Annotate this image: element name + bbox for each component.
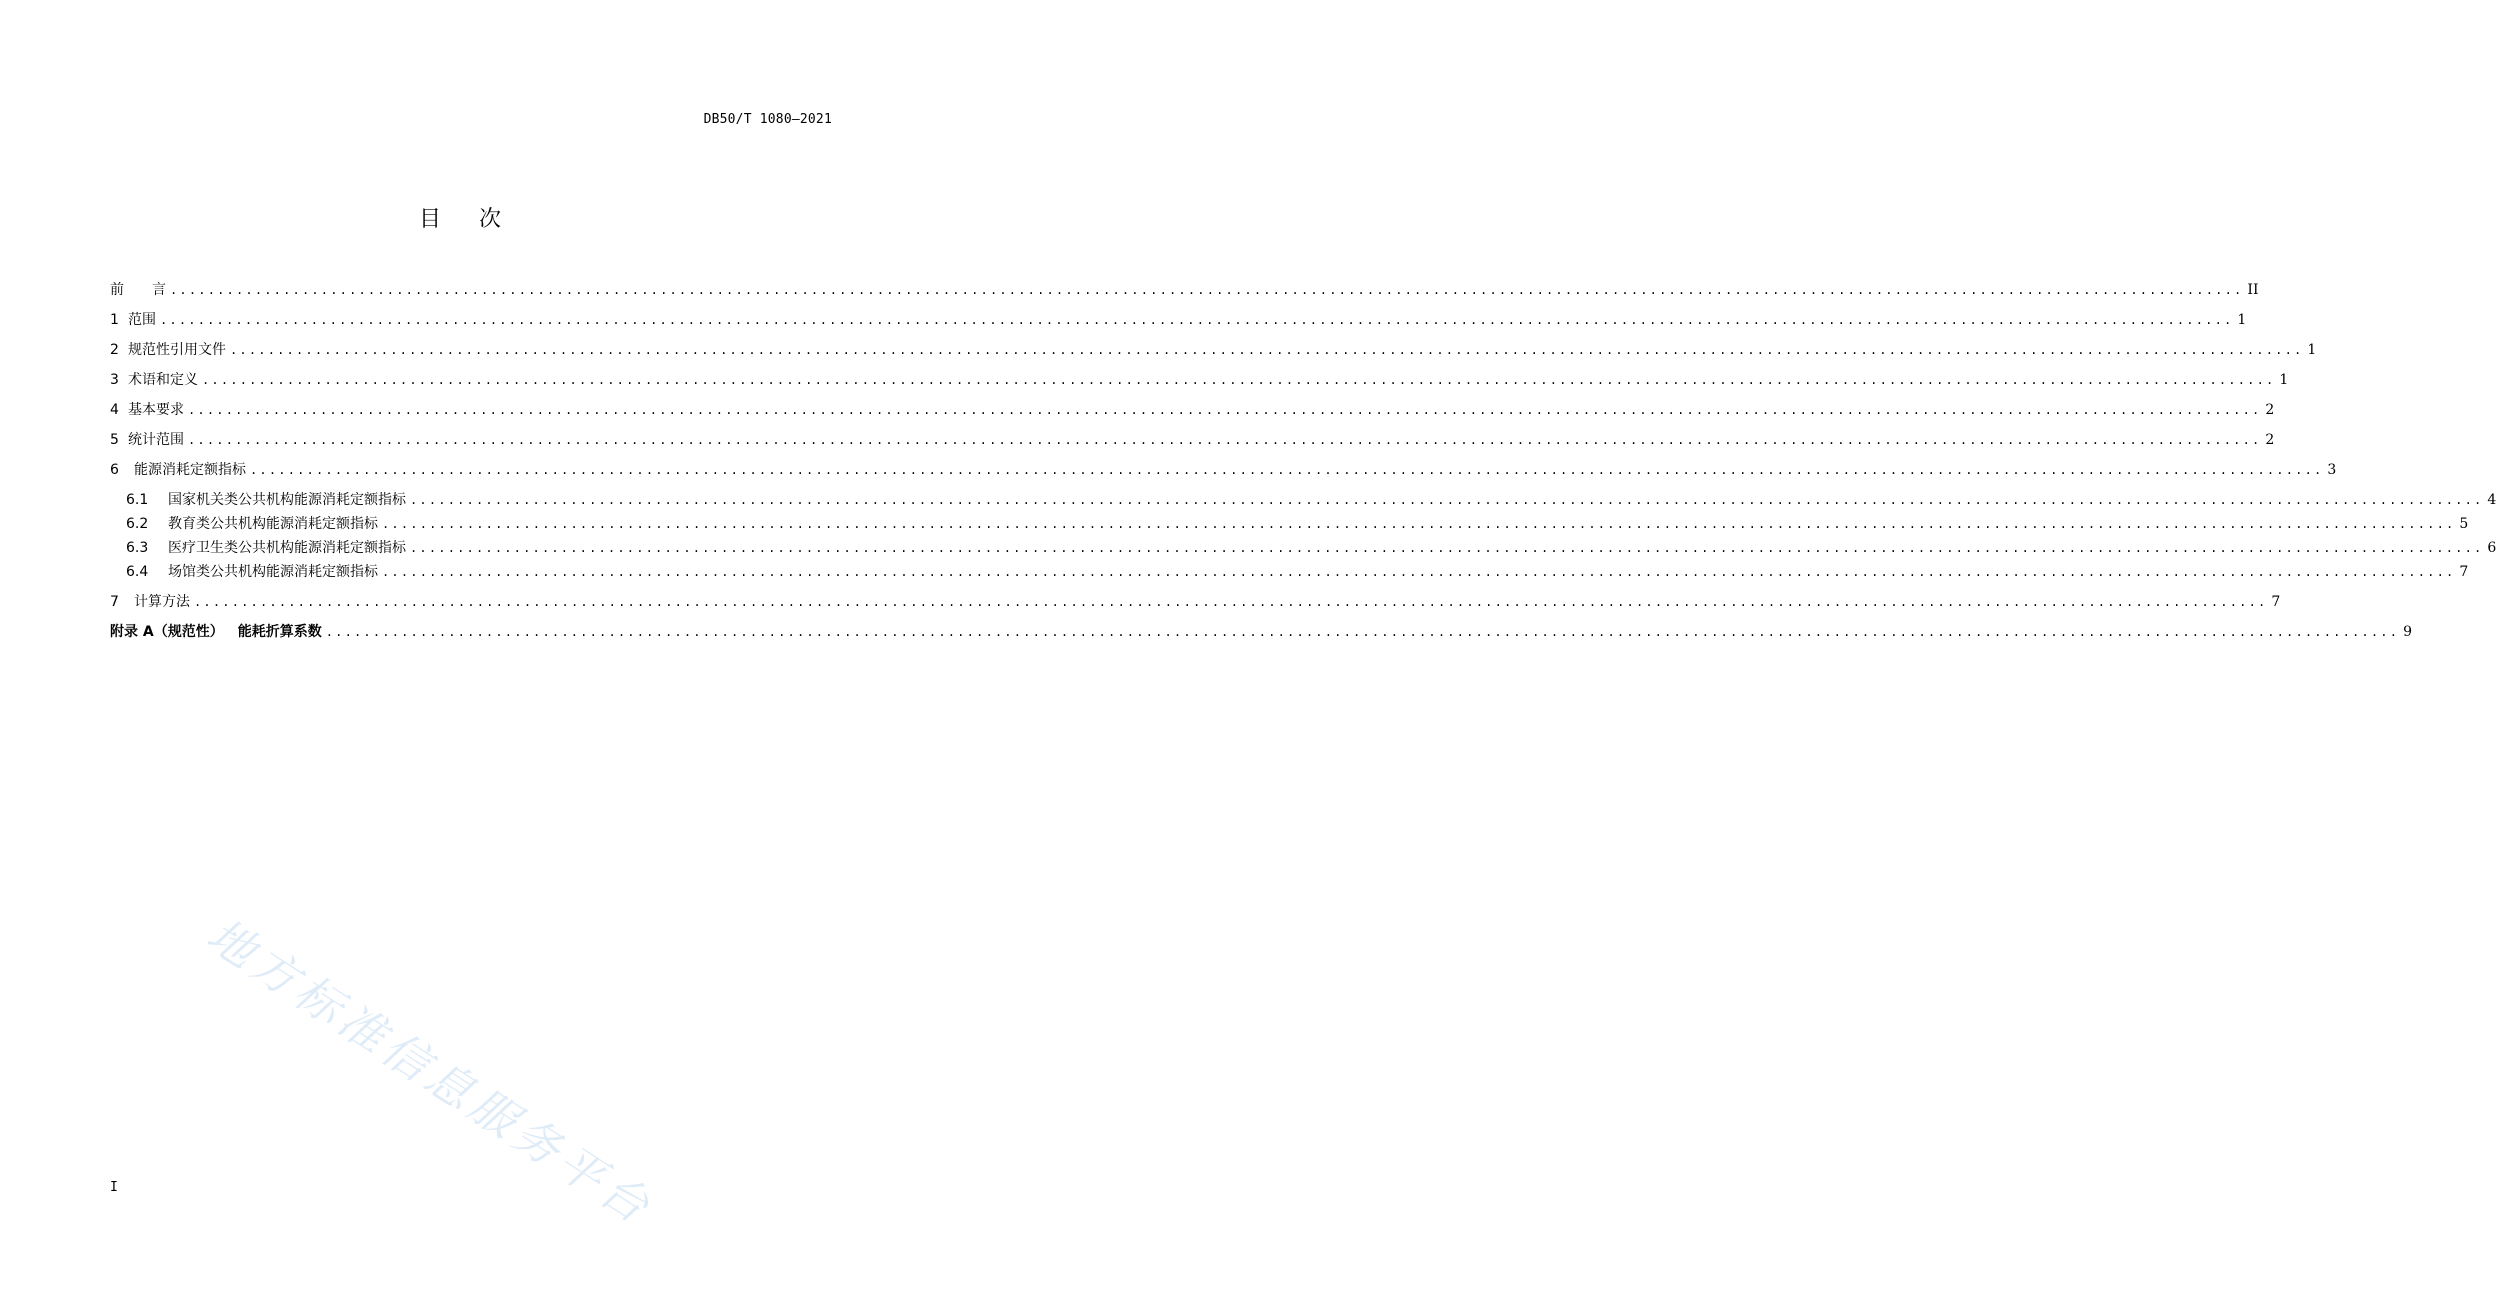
- toc-leader-dots: ............................................................................................................................................................................................................................: [188, 433, 2262, 447]
- toc-entry-number: 6.2: [126, 516, 149, 532]
- toc-entry-page: 6: [2487, 540, 2496, 556]
- toc-entry-text: 能源消耗定额指标: [134, 462, 246, 478]
- toc-entry-number: 6: [110, 462, 119, 478]
- toc-entry-page: 1: [2307, 342, 2317, 358]
- toc-leader-dots: ............................................................................................................................................................................................................................: [325, 625, 2400, 639]
- toc-entry-number: 7: [110, 594, 119, 610]
- toc-leader-dots: ............................................................................................................................................................................................................................: [250, 463, 2324, 477]
- toc-entry-page: 4: [2487, 492, 2496, 508]
- toc-entry-label: [110, 592, 190, 612]
- toc-entry[interactable]: [126, 538, 2496, 558]
- toc-leader-dots: ............................................................................................................................................................................................................................: [230, 343, 2304, 357]
- toc-entry-label: [110, 310, 156, 330]
- toc-entry-page: II: [2247, 282, 2259, 298]
- toc-entry-label: [126, 490, 406, 510]
- toc-entry[interactable]: [110, 340, 2317, 360]
- toc-entry-label: [126, 538, 406, 558]
- toc-entry[interactable]: [126, 490, 2496, 510]
- toc-entry-label: [110, 340, 226, 360]
- page-number: I: [110, 1180, 118, 1195]
- toc-entry-text: 言: [152, 282, 166, 298]
- toc-entry[interactable]: [110, 310, 2247, 330]
- page-title: [0, 202, 920, 233]
- toc-leader-dots: ............................................................................................................................................................................................................................: [160, 313, 2234, 327]
- toc-entry[interactable]: [110, 622, 2413, 642]
- toc-leader-dots: ............................................................................................................................................................................................................................: [188, 403, 2262, 417]
- toc-entry[interactable]: [110, 370, 2289, 390]
- toc-leader-dots: ............................................................................................................................................................................................................................: [202, 373, 2276, 387]
- toc-entry[interactable]: [110, 460, 2337, 480]
- watermark: 地方标准信息服务平台: [197, 907, 664, 1237]
- toc-entry-text: 医疗卫生类公共机构能源消耗定额指标: [168, 540, 406, 556]
- toc-entry-text: 规范性引用文件: [128, 342, 226, 358]
- toc-entry-label: [110, 460, 246, 480]
- toc-entry-number: 6.4: [126, 564, 149, 580]
- toc-leader-dots: ............................................................................................................................................................................................................................: [194, 595, 2268, 609]
- toc-entry-page: 9: [2403, 624, 2413, 640]
- toc-entry-text: 教育类公共机构能源消耗定额指标: [168, 516, 378, 532]
- toc-entry-text: 计算方法: [134, 594, 190, 610]
- toc-entry-page: 7: [2459, 564, 2469, 580]
- title-char-1: 目: [418, 207, 441, 232]
- toc-entry[interactable]: [110, 430, 2275, 450]
- toc-entry-text: 范围: [128, 312, 156, 328]
- toc-leader-dots: ............................................................................................................................................................................................................................: [170, 283, 2244, 297]
- toc-entry-label: [110, 370, 198, 390]
- toc-entry-page: 7: [2271, 594, 2281, 610]
- toc-entry[interactable]: [110, 400, 2275, 420]
- toc-entry-number: 1: [110, 312, 119, 328]
- toc-entry-number: 6.1: [126, 492, 149, 508]
- toc-entry-page: 1: [2237, 312, 2247, 328]
- toc-entry-page: 1: [2279, 372, 2289, 388]
- toc-entry-text: 场馆类公共机构能源消耗定额指标: [168, 564, 378, 580]
- toc-entry-text: 国家机关类公共机构能源消耗定额指标: [168, 492, 406, 508]
- toc-entry-label: [126, 562, 378, 582]
- toc-entry-page: 5: [2459, 516, 2469, 532]
- toc-entry-number: 附录 A（规范性）: [110, 624, 224, 640]
- toc-entry-text: 术语和定义: [128, 372, 198, 388]
- toc-leader-dots: ............................................................................................................................................................................................................................: [382, 517, 2456, 531]
- toc-entry-number: 2: [110, 342, 119, 358]
- toc-entry-page: 3: [2327, 462, 2337, 478]
- toc-entry-label: [110, 622, 322, 642]
- toc-entry-text: 能耗折算系数: [237, 624, 322, 640]
- toc-entry-label: [110, 430, 184, 450]
- toc-entry-number: 4: [110, 402, 119, 418]
- toc-entry[interactable]: [110, 592, 2281, 612]
- toc-entry[interactable]: [126, 514, 2469, 534]
- toc-entry-page: 2: [2265, 402, 2275, 418]
- toc-entry-label: [110, 400, 184, 420]
- toc-entry-page: 2: [2265, 432, 2275, 448]
- toc-entry-number: 3: [110, 372, 119, 388]
- toc-leader-dots: ............................................................................................................................................................................................................................: [382, 565, 2456, 579]
- toc-entry[interactable]: [110, 280, 2259, 300]
- toc-entry-number: 6.3: [126, 540, 149, 556]
- toc-entry-number: 5: [110, 432, 119, 448]
- toc-leader-dots: ............................................................................................................................................................................................................................: [410, 493, 2484, 507]
- toc-entry[interactable]: [126, 562, 2469, 582]
- toc-entry-label: [126, 514, 378, 534]
- title-char-2: 次: [479, 207, 502, 232]
- toc-entry-text: 基本要求: [128, 402, 184, 418]
- toc-entry-number: 前: [110, 282, 124, 298]
- toc-entry-text: 统计范围: [128, 432, 184, 448]
- document-code: DB50/T 1080—2021: [703, 112, 832, 127]
- toc-entry-label: [110, 280, 166, 300]
- toc-leader-dots: ............................................................................................................................................................................................................................: [410, 541, 2484, 555]
